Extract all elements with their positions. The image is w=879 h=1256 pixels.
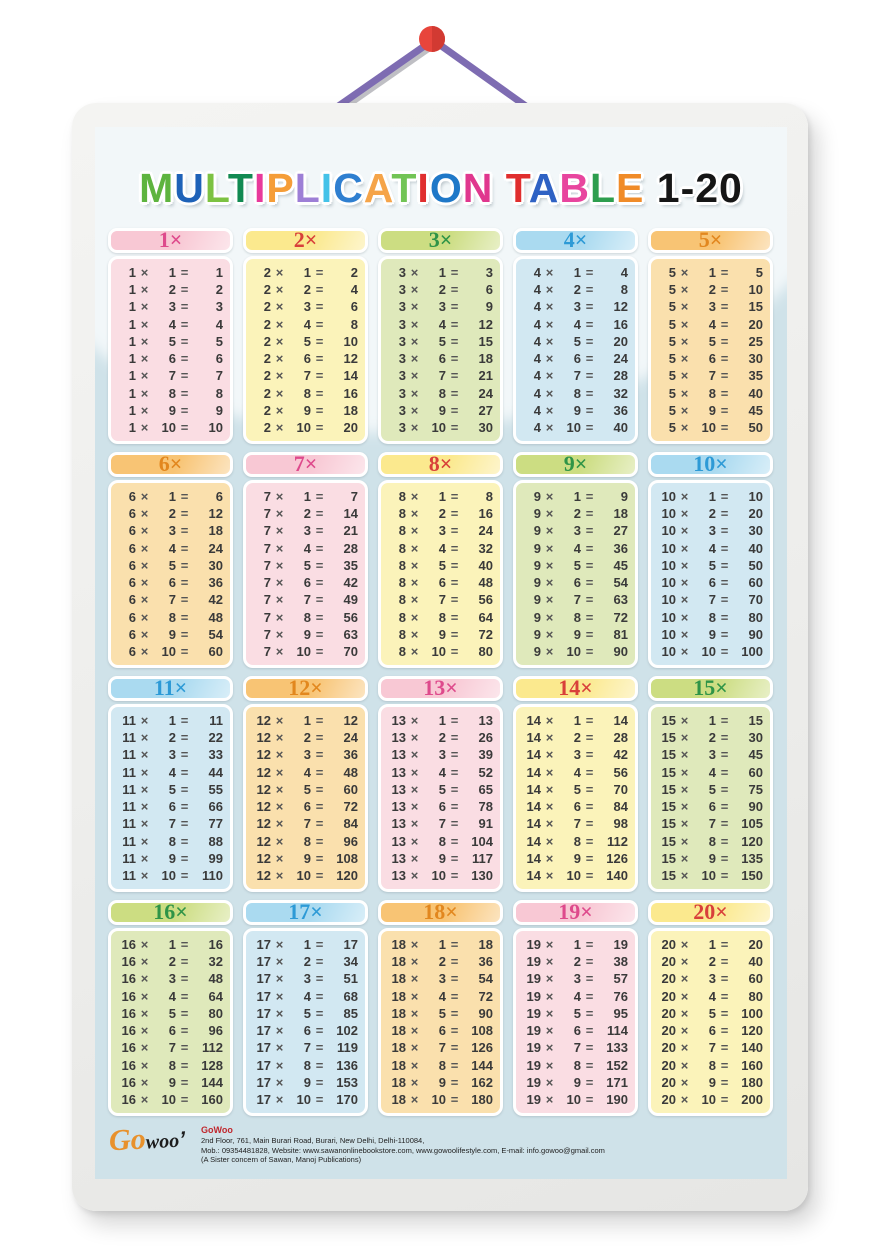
equation-row: 4 × 6 = 24 (533, 351, 628, 367)
table-body (648, 704, 773, 892)
equation-row: 9 × 1 = 9 (533, 489, 628, 504)
equation-row: 3 × 2 = 6 (398, 282, 493, 298)
equation-row: 12 × 10 = 120 (256, 867, 358, 883)
equation-row: 20 × 9 = 180 (661, 1074, 763, 1090)
equation-row: 19 × 7 = 133 (526, 1040, 628, 1056)
equation-row: 11 × 7 = 77 (122, 816, 223, 832)
equation-row: 1 × 2 = 2 (128, 282, 223, 298)
table-header: 11× (108, 676, 233, 701)
table-block-5x (648, 228, 773, 444)
equation-row: 5 × 7 = 35 (668, 368, 763, 384)
equation-row: 9 × 2 = 18 (533, 506, 628, 522)
equation-row: 3 × 4 = 12 (398, 316, 493, 332)
equation-row: 11 × 8 = 88 (122, 833, 223, 849)
equation-row: 3 × 7 = 21 (398, 368, 493, 384)
equation-row: 18 × 7 = 126 (391, 1040, 493, 1056)
equation-row: 9 × 3 = 27 (533, 523, 628, 539)
equation-row: 17 × 7 = 119 (256, 1040, 358, 1056)
equation-row: 11 × 6 = 66 (122, 799, 223, 815)
equation-row: 15 × 7 = 105 (661, 816, 763, 832)
equation-row: 18 × 2 = 36 (391, 954, 493, 970)
equation-row: 1 × 3 = 3 (128, 299, 223, 315)
table-block-17x (243, 900, 368, 1116)
equation-row: 11 × 2 = 22 (122, 730, 223, 746)
table-header: 1× (108, 228, 233, 253)
equation-row: 19 × 3 = 57 (526, 971, 628, 987)
equation-row: 12 × 2 = 24 (256, 730, 358, 746)
equation-row: 19 × 1 = 19 (526, 937, 628, 952)
title-letter: T (227, 165, 254, 211)
table-block-14x (513, 676, 638, 892)
equation-row: 12 × 8 = 96 (256, 833, 358, 849)
equation-row: 7 × 2 = 14 (263, 506, 358, 522)
equation-row: 12 × 6 = 72 (256, 799, 358, 815)
equation-row: 5 × 3 = 15 (668, 299, 763, 315)
publisher-footer (109, 1122, 605, 1165)
title-letter: B (559, 165, 590, 211)
title-letter: I (417, 165, 430, 211)
equation-row: 20 × 8 = 160 (661, 1057, 763, 1073)
equation-row: 1 × 5 = 5 (128, 333, 223, 349)
table-body (648, 928, 773, 1116)
title-letter: O (429, 165, 463, 211)
equation-row: 8 × 10 = 80 (398, 643, 493, 659)
equation-row: 19 × 6 = 114 (526, 1023, 628, 1039)
equation-row: 19 × 9 = 171 (526, 1074, 628, 1090)
equation-row: 2 × 8 = 16 (263, 385, 358, 401)
table-block-11x (108, 676, 233, 892)
equation-row: 5 × 2 = 10 (668, 282, 763, 298)
equation-row: 2 × 2 = 4 (263, 282, 358, 298)
equation-row: 2 × 1 = 2 (263, 265, 358, 280)
equation-row: 15 × 10 = 150 (661, 867, 763, 883)
table-body (243, 480, 368, 668)
equation-row: 11 × 5 = 55 (122, 781, 223, 797)
table-header: 6× (108, 452, 233, 477)
equation-row: 10 × 4 = 40 (661, 540, 763, 556)
equation-row: 15 × 6 = 90 (661, 799, 763, 815)
equation-row: 20 × 4 = 80 (661, 988, 763, 1004)
table-block-7x (243, 452, 368, 668)
equation-row: 14 × 5 = 70 (526, 781, 628, 797)
equation-row: 7 × 9 = 63 (263, 626, 358, 642)
equation-row: 19 × 5 = 95 (526, 1005, 628, 1021)
title-letter: A (528, 165, 560, 211)
logo-go-text: Go (108, 1122, 147, 1158)
equation-row: 14 × 4 = 56 (526, 764, 628, 780)
equation-row: 6 × 1 = 6 (128, 489, 223, 504)
poster-content (95, 127, 787, 1179)
table-block-13x (378, 676, 503, 892)
equation-row: 16 × 8 = 128 (121, 1057, 223, 1073)
equation-row: 13 × 8 = 104 (391, 833, 493, 849)
equation-row: 13 × 9 = 117 (391, 850, 493, 866)
equation-row: 18 × 9 = 162 (391, 1074, 493, 1090)
equation-row: 6 × 7 = 42 (128, 592, 223, 608)
publisher-text (201, 1122, 605, 1165)
table-body (243, 256, 368, 444)
equation-row: 4 × 4 = 16 (533, 316, 628, 332)
equation-row: 17 × 4 = 68 (256, 988, 358, 1004)
equation-row: 3 × 6 = 18 (398, 351, 493, 367)
table-body (513, 704, 638, 892)
table-body (108, 704, 233, 892)
table-body (378, 256, 503, 444)
equation-row: 11 × 10 = 110 (122, 867, 223, 883)
equation-row: 10 × 9 = 90 (661, 626, 763, 642)
table-block-4x (513, 228, 638, 444)
equation-row: 15 × 8 = 120 (661, 833, 763, 849)
table-body (243, 704, 368, 892)
equation-row: 10 × 6 = 60 (661, 575, 763, 591)
equation-row: 15 × 2 = 30 (661, 730, 763, 746)
equation-row: 17 × 1 = 17 (256, 937, 358, 952)
equation-row: 13 × 2 = 26 (391, 730, 493, 746)
gowoo-logo (108, 1120, 202, 1159)
equation-row: 1 × 8 = 8 (128, 385, 223, 401)
table-body (378, 928, 503, 1116)
equation-row: 9 × 10 = 90 (533, 643, 628, 659)
equation-row: 6 × 8 = 48 (128, 609, 223, 625)
equation-row: 12 × 5 = 60 (256, 781, 358, 797)
equation-row: 4 × 7 = 28 (533, 368, 628, 384)
equation-row: 14 × 2 = 28 (526, 730, 628, 746)
table-header: 20× (648, 900, 773, 925)
equation-row: 13 × 7 = 91 (391, 816, 493, 832)
table-block-10x (648, 452, 773, 668)
table-header: 14× (513, 676, 638, 701)
equation-row: 2 × 6 = 12 (263, 351, 358, 367)
equation-row: 5 × 4 = 20 (668, 316, 763, 332)
title-letter: L (589, 165, 617, 211)
equation-row: 8 × 7 = 56 (398, 592, 493, 608)
equation-row: 4 × 10 = 40 (533, 419, 628, 435)
equation-row: 3 × 3 = 9 (398, 299, 493, 315)
title-letter: E (616, 165, 645, 211)
equation-row: 11 × 4 = 44 (122, 764, 223, 780)
table-block-20x (648, 900, 773, 1116)
table-header: 15× (648, 676, 773, 701)
title-letter: M (139, 165, 175, 211)
equation-row: 8 × 1 = 8 (398, 489, 493, 504)
equation-row: 6 × 10 = 60 (128, 643, 223, 659)
equation-row: 16 × 3 = 48 (121, 971, 223, 987)
equation-row: 11 × 3 = 33 (122, 747, 223, 763)
equation-row: 8 × 5 = 40 (398, 557, 493, 573)
table-block-6x (108, 452, 233, 668)
equation-row: 5 × 6 = 30 (668, 351, 763, 367)
equation-row: 4 × 3 = 12 (533, 299, 628, 315)
equation-row: 17 × 5 = 85 (256, 1005, 358, 1021)
table-block-8x (378, 452, 503, 668)
equation-row: 15 × 9 = 135 (661, 850, 763, 866)
equation-row: 1 × 7 = 7 (128, 368, 223, 384)
equation-row: 13 × 3 = 39 (391, 747, 493, 763)
equation-row: 16 × 6 = 96 (121, 1023, 223, 1039)
table-block-1x (108, 228, 233, 444)
equation-row: 16 × 7 = 112 (121, 1040, 223, 1056)
equation-row: 12 × 9 = 108 (256, 850, 358, 866)
table-header: 13× (378, 676, 503, 701)
equation-row: 14 × 8 = 112 (526, 833, 628, 849)
equation-row: 3 × 10 = 30 (398, 419, 493, 435)
title-letter: L (204, 165, 228, 211)
equation-row: 17 × 6 = 102 (256, 1023, 358, 1039)
equation-row: 10 × 2 = 20 (661, 506, 763, 522)
title-range: 1-20 (644, 165, 743, 211)
equation-row: 13 × 5 = 65 (391, 781, 493, 797)
equation-row: 8 × 2 = 16 (398, 506, 493, 522)
publisher-concern: (A Sister concern of Sawan, Manoj Publications) (201, 1155, 362, 1164)
equation-row: 16 × 9 = 144 (121, 1074, 223, 1090)
equation-row: 19 × 4 = 76 (526, 988, 628, 1004)
equation-row: 10 × 10 = 100 (661, 643, 763, 659)
table-body (648, 256, 773, 444)
table-block-3x (378, 228, 503, 444)
table-header: 16× (108, 900, 233, 925)
equation-row: 12 × 7 = 84 (256, 816, 358, 832)
equation-row: 7 × 3 = 21 (263, 523, 358, 539)
table-header: 2× (243, 228, 368, 253)
equation-row: 5 × 5 = 25 (668, 333, 763, 349)
equation-row: 3 × 1 = 3 (398, 265, 493, 280)
equation-row: 18 × 1 = 18 (391, 937, 493, 952)
equation-row: 4 × 8 = 32 (533, 385, 628, 401)
equation-row: 8 × 3 = 24 (398, 523, 493, 539)
equation-row: 16 × 4 = 64 (121, 988, 223, 1004)
table-body (513, 928, 638, 1116)
equation-row: 3 × 9 = 27 (398, 402, 493, 418)
equation-row: 19 × 2 = 38 (526, 954, 628, 970)
title-letter: T (505, 165, 529, 211)
title-letter: A (363, 165, 392, 211)
table-header: 19× (513, 900, 638, 925)
equation-row: 20 × 5 = 100 (661, 1005, 763, 1021)
equation-row: 10 × 8 = 80 (661, 609, 763, 625)
equation-row: 7 × 6 = 42 (263, 575, 358, 591)
equation-row: 20 × 3 = 60 (661, 971, 763, 987)
equation-row: 14 × 6 = 84 (526, 799, 628, 815)
equation-row: 4 × 9 = 36 (533, 402, 628, 418)
table-body (378, 704, 503, 892)
table-block-2x (243, 228, 368, 444)
logo-woo-text: woo (145, 1129, 180, 1154)
equation-row: 18 × 4 = 72 (391, 988, 493, 1004)
title-letter: I (253, 165, 267, 211)
equation-row: 8 × 4 = 32 (398, 540, 493, 556)
table-body (243, 928, 368, 1116)
table-header: 8× (378, 452, 503, 477)
equation-row: 2 × 3 = 6 (263, 299, 358, 315)
equation-row: 9 × 4 = 36 (533, 540, 628, 556)
equation-row: 6 × 3 = 18 (128, 523, 223, 539)
equation-row: 11 × 1 = 11 (122, 713, 223, 728)
equation-row: 2 × 5 = 10 (263, 333, 358, 349)
equation-row: 7 × 5 = 35 (263, 557, 358, 573)
equation-row: 10 × 3 = 30 (661, 523, 763, 539)
equation-row: 6 × 2 = 12 (128, 506, 223, 522)
table-header: 12× (243, 676, 368, 701)
table-header: 10× (648, 452, 773, 477)
equation-row: 7 × 7 = 49 (263, 592, 358, 608)
table-block-9x (513, 452, 638, 668)
equation-row: 19 × 10 = 190 (526, 1091, 628, 1107)
table-body (378, 480, 503, 668)
title-letter: I (320, 165, 334, 211)
equation-row: 4 × 2 = 8 (533, 282, 628, 298)
equation-row: 7 × 1 = 7 (263, 489, 358, 504)
equation-row: 16 × 10 = 160 (121, 1091, 223, 1107)
table-body (108, 928, 233, 1116)
equation-row: 17 × 2 = 34 (256, 954, 358, 970)
table-block-15x (648, 676, 773, 892)
equation-row: 7 × 10 = 70 (263, 643, 358, 659)
title-letter: L (294, 165, 321, 211)
equation-row: 10 × 7 = 70 (661, 592, 763, 608)
equation-row: 3 × 8 = 24 (398, 385, 493, 401)
equation-row: 10 × 5 = 50 (661, 557, 763, 573)
poster (72, 103, 808, 1211)
table-header: 5× (648, 228, 773, 253)
table-block-18x (378, 900, 503, 1116)
equation-row: 16 × 5 = 80 (121, 1005, 223, 1021)
equation-row: 7 × 4 = 28 (263, 540, 358, 556)
publisher-brand: GoWoo (201, 1125, 233, 1135)
table-header: 18× (378, 900, 503, 925)
equation-row: 1 × 4 = 4 (128, 316, 223, 332)
equation-row: 13 × 10 = 130 (391, 867, 493, 883)
equation-row: 20 × 10 = 200 (661, 1091, 763, 1107)
equation-row: 20 × 2 = 40 (661, 954, 763, 970)
equation-row: 18 × 6 = 108 (391, 1023, 493, 1039)
table-block-12x (243, 676, 368, 892)
equation-row: 5 × 9 = 45 (668, 402, 763, 418)
equation-row: 9 × 5 = 45 (533, 557, 628, 573)
equation-row: 12 × 3 = 36 (256, 747, 358, 763)
title-letter: N (462, 165, 494, 211)
equation-row: 17 × 10 = 170 (256, 1091, 358, 1107)
equation-row: 12 × 4 = 48 (256, 764, 358, 780)
equation-row: 1 × 6 = 6 (128, 351, 223, 367)
poster-title (95, 165, 787, 212)
table-header: 3× (378, 228, 503, 253)
equation-row: 19 × 8 = 152 (526, 1057, 628, 1073)
equation-row: 17 × 9 = 153 (256, 1074, 358, 1090)
equation-row: 4 × 5 = 20 (533, 333, 628, 349)
equation-row: 6 × 6 = 36 (128, 575, 223, 591)
equation-row: 14 × 7 = 98 (526, 816, 628, 832)
equation-row: 20 × 6 = 120 (661, 1023, 763, 1039)
equation-row: 8 × 9 = 72 (398, 626, 493, 642)
equation-row: 17 × 3 = 51 (256, 971, 358, 987)
equation-row: 14 × 1 = 14 (526, 713, 628, 728)
equation-row: 13 × 4 = 52 (391, 764, 493, 780)
equation-row: 6 × 9 = 54 (128, 626, 223, 642)
equation-row: 10 × 1 = 10 (661, 489, 763, 504)
equation-row: 13 × 6 = 78 (391, 799, 493, 815)
equation-row: 2 × 4 = 8 (263, 316, 358, 332)
equation-row: 2 × 9 = 18 (263, 402, 358, 418)
equation-row: 6 × 4 = 24 (128, 540, 223, 556)
equation-row: 18 × 10 = 180 (391, 1091, 493, 1107)
table-block-16x (108, 900, 233, 1116)
equation-row: 17 × 8 = 136 (256, 1057, 358, 1073)
equation-row: 14 × 3 = 42 (526, 747, 628, 763)
equation-row: 4 × 1 = 4 (533, 265, 628, 280)
equation-row: 14 × 9 = 126 (526, 850, 628, 866)
tables-grid (108, 228, 773, 1116)
equation-row: 15 × 1 = 15 (661, 713, 763, 728)
equation-row: 9 × 9 = 81 (533, 626, 628, 642)
equation-row: 18 × 5 = 90 (391, 1005, 493, 1021)
table-header: 4× (513, 228, 638, 253)
equation-row: 5 × 10 = 50 (668, 419, 763, 435)
title-letter: U (174, 165, 205, 211)
equation-row: 8 × 8 = 64 (398, 609, 493, 625)
table-block-19x (513, 900, 638, 1116)
equation-row: 1 × 10 = 10 (128, 419, 223, 435)
table-body (108, 480, 233, 668)
equation-row: 1 × 1 = 1 (128, 265, 223, 280)
equation-row: 20 × 1 = 20 (661, 937, 763, 952)
table-body (513, 480, 638, 668)
equation-row: 18 × 8 = 144 (391, 1057, 493, 1073)
equation-row: 20 × 7 = 140 (661, 1040, 763, 1056)
title-letter: T (391, 165, 418, 211)
title-letter: P (266, 165, 295, 211)
table-body (648, 480, 773, 668)
equation-row: 3 × 5 = 15 (398, 333, 493, 349)
equation-row: 5 × 1 = 5 (668, 265, 763, 280)
equation-row: 6 × 5 = 30 (128, 557, 223, 573)
table-body (108, 256, 233, 444)
publisher-address: 2nd Floor, 761, Main Burari Road, Burari, New Delhi, Delhi-110084, (201, 1136, 425, 1145)
equation-row: 18 × 3 = 54 (391, 971, 493, 987)
equation-row: 9 × 6 = 54 (533, 575, 628, 591)
equation-row: 2 × 10 = 20 (263, 419, 358, 435)
equation-row: 8 × 6 = 48 (398, 575, 493, 591)
table-header: 17× (243, 900, 368, 925)
equation-row: 16 × 2 = 32 (121, 954, 223, 970)
publisher-contact: Mob.: 09354481828, Website: www.sawanonlinebookstore.com, www.gowoolifestyle.com, E-mail: info.gowoo@gmail.com (201, 1145, 605, 1155)
equation-row: 7 × 8 = 56 (263, 609, 358, 625)
equation-row: 15 × 4 = 60 (661, 764, 763, 780)
equation-row: 14 × 10 = 140 (526, 867, 628, 883)
equation-row: 13 × 1 = 13 (391, 713, 493, 728)
equation-row: 9 × 8 = 72 (533, 609, 628, 625)
logo-flourish: ’ (178, 1126, 186, 1152)
equation-row: 15 × 3 = 45 (661, 747, 763, 763)
equation-row: 16 × 1 = 16 (121, 937, 223, 952)
table-header: 7× (243, 452, 368, 477)
equation-row: 5 × 8 = 40 (668, 385, 763, 401)
table-body (513, 256, 638, 444)
equation-row: 1 × 9 = 9 (128, 402, 223, 418)
table-header: 9× (513, 452, 638, 477)
equation-row: 2 × 7 = 14 (263, 368, 358, 384)
equation-row: 12 × 1 = 12 (256, 713, 358, 728)
equation-row: 9 × 7 = 63 (533, 592, 628, 608)
equation-row: 15 × 5 = 75 (661, 781, 763, 797)
equation-row: 11 × 9 = 99 (122, 850, 223, 866)
title-letter: C (333, 165, 364, 211)
